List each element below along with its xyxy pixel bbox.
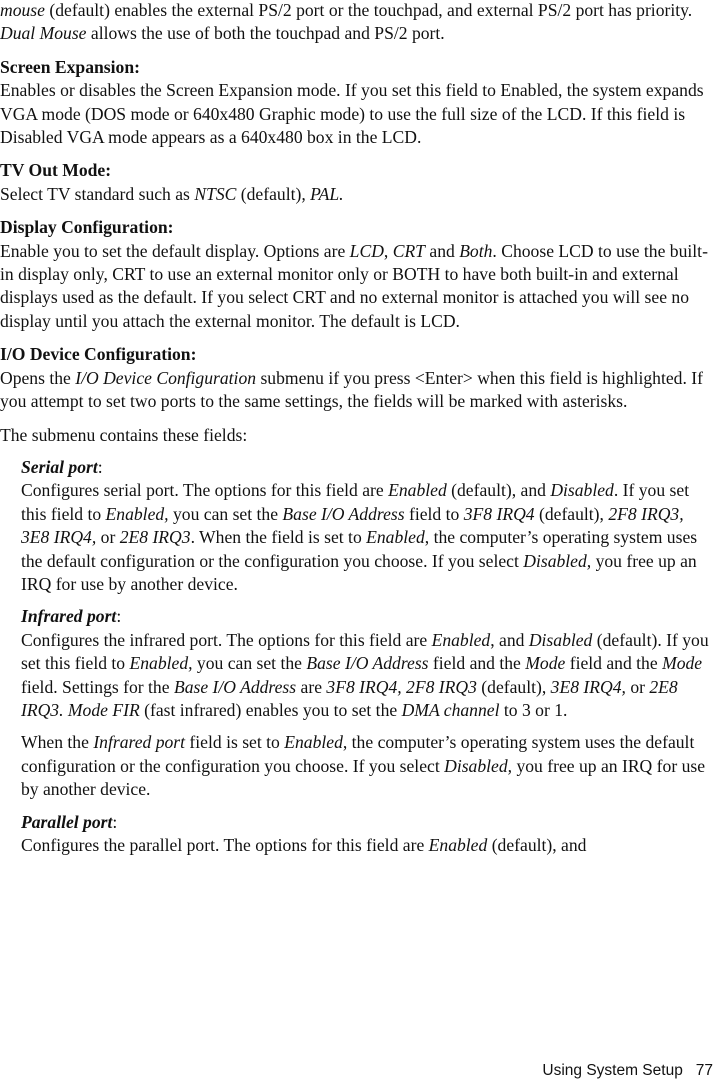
text-run: . When the field is set to xyxy=(190,527,367,548)
term-ntsc: NTSC xyxy=(194,183,237,204)
text-run: field and the xyxy=(565,653,663,674)
text-run: (default) enables the external PS/2 port or the touchpad, and external PS/2 port has priority. xyxy=(44,0,693,20)
term-dma-channel: DMA channel xyxy=(401,699,500,720)
text-run: allows the use of both the touchpad and PS/2 port. xyxy=(86,23,445,44)
page-number: 77 xyxy=(695,1062,713,1079)
parallel-port-description xyxy=(21,834,716,857)
text-run: (fast infrared) enables you to set the xyxy=(139,699,402,720)
term-disabled: Disabled xyxy=(528,629,593,650)
display-configuration-heading: Display Configuration: xyxy=(0,217,174,238)
mouse-continuation-paragraph xyxy=(0,0,716,46)
text-run: Configures serial port. The options for this field are xyxy=(21,480,389,501)
term-option: 2F8 IRQ3, 3E8 IRQ4, xyxy=(21,503,684,548)
term-enabled: Enabled xyxy=(431,629,491,650)
term-lcd: LCD xyxy=(349,240,384,261)
serial-port-heading xyxy=(21,456,716,479)
term-option: 3F8 IRQ4 xyxy=(463,503,535,524)
text-run: (default), and xyxy=(487,835,587,855)
text-run: : xyxy=(116,606,122,627)
parallel-port-heading xyxy=(21,811,716,834)
text-run: Enable you to set the default display. Options are xyxy=(0,240,350,261)
text-run: (default), and xyxy=(446,480,551,501)
term-mode: Mode xyxy=(662,653,703,674)
text-run: you can set the xyxy=(168,503,283,524)
submenu-intro: The submenu contains these fields: xyxy=(0,424,248,445)
text-run: submenu if you press <Enter> when this field is highlighted. If you attempt to set two ports to the same settings, the fields will be marked with asterisks. xyxy=(0,367,703,412)
text-run: When the xyxy=(21,732,94,753)
term-option: 3E8 IRQ4, xyxy=(550,676,626,697)
infrared-port-note xyxy=(21,731,716,801)
text-run: (default), xyxy=(476,676,551,697)
page-footer xyxy=(542,1062,713,1080)
text-run: or xyxy=(96,527,120,548)
text-run: , the computer’s operating system uses the default configuration or the configuration you choose. If you select xyxy=(21,732,695,776)
term-io-device-configuration: I/O Device Configuration xyxy=(75,367,257,388)
term-disabled: Disabled, xyxy=(444,755,513,776)
text-run: (default) xyxy=(236,183,302,204)
text-run: . Choose LCD to use the built-in display only, CRT to use an external monitor only or BOTH to have both built-in and external displays used as the default. If you select CRT and no external monitor is attached you will see no display until you attach the external monitor. The default is LCD. xyxy=(0,240,708,331)
text-run: : xyxy=(112,811,118,832)
infrared-port-heading xyxy=(21,605,716,628)
text-run: you free up an IRQ for use by another device. xyxy=(21,550,697,594)
text-run: to 3 or 1. xyxy=(499,699,568,720)
text-run: (default), xyxy=(534,503,609,524)
term-base-io-address: Base I/O Address xyxy=(282,503,405,524)
text-run: and xyxy=(424,240,460,261)
term-enabled: Enabled, xyxy=(129,653,193,674)
text-run: , the computer’s operating system uses the default configuration or the configuration you choose. If you select xyxy=(21,527,698,571)
text-run: (default). If you set this field to xyxy=(21,629,709,674)
term-option: 2E8 IRQ3 xyxy=(119,527,191,548)
term-disabled: Disabled, xyxy=(523,550,592,571)
term-both: Both xyxy=(459,240,493,261)
term-enabled: Enabled xyxy=(284,732,343,753)
text-run: field is set to xyxy=(185,732,285,753)
text-run: Select TV standard such as xyxy=(0,183,195,204)
term-base-io-address: Base I/O Address xyxy=(306,653,429,674)
term-infrared-port: Infrared port xyxy=(93,732,186,753)
text-run: field. Settings for the xyxy=(21,676,174,697)
infrared-port-description xyxy=(21,629,716,723)
text-run: or xyxy=(625,676,650,697)
term-dual-mouse: Dual Mouse xyxy=(0,23,87,44)
term-mouse: mouse xyxy=(0,0,45,20)
io-device-configuration-heading: I/O Device Configuration: xyxy=(0,344,197,365)
infrared-port-title: Infrared port xyxy=(21,606,117,627)
term-option: 3F8 IRQ4, 2F8 IRQ3 xyxy=(326,676,477,697)
text-run: . If you set this field to xyxy=(21,480,690,524)
text-run: Configures the infrared port. The options for this field are xyxy=(21,629,432,650)
footer-section-title: Using System Setup xyxy=(542,1062,683,1079)
serial-port-title: Serial port xyxy=(21,456,98,477)
term-base-io-address: Base I/O Address xyxy=(173,676,297,697)
term-disabled: Disabled xyxy=(550,480,614,501)
submenu-fields xyxy=(0,456,716,858)
term-enabled: Enabled xyxy=(388,480,447,501)
text-run: you can set the xyxy=(192,653,307,674)
term-option: 2E8 IRQ3. Mode FIR xyxy=(21,676,678,720)
text-run: field to xyxy=(404,503,464,524)
text-run: you free up an IRQ for use by another device. xyxy=(21,755,706,800)
text-run: Configures the parallel port. The options for this field are xyxy=(21,835,429,855)
text-run: , and xyxy=(490,629,529,650)
serial-port-description xyxy=(21,479,716,596)
screen-expansion-description: Enables or disables the Screen Expansion mode. If you set this field to Enabled, the system expands VGA mode (DOS mode or 640x480 Graphic mode) to use the full size of the LCD. If this field is Disabled VGA mode appears as a 640x480 box in the LCD. xyxy=(0,80,704,148)
term-enabled: Enabled xyxy=(428,835,488,855)
io-device-configuration-description xyxy=(0,367,716,414)
display-configuration-description xyxy=(0,240,716,334)
term-enabled: Enabled xyxy=(366,527,425,548)
text-run: , xyxy=(383,240,393,261)
tv-out-mode-heading: TV Out Mode: xyxy=(0,160,112,181)
tv-out-mode-description xyxy=(0,183,716,206)
text-run: field and the xyxy=(428,653,526,674)
screen-expansion-heading: Screen Expansion: xyxy=(0,56,140,77)
term-crt: CRT xyxy=(392,240,425,261)
term-pal: , PAL. xyxy=(301,183,344,204)
term-mode: Mode xyxy=(525,653,566,674)
text-run: : xyxy=(97,456,103,477)
text-run: Opens the xyxy=(0,367,76,388)
text-run: are xyxy=(296,676,327,697)
term-enabled: Enabled, xyxy=(105,503,169,524)
parallel-port-title: Parallel port xyxy=(21,811,113,832)
